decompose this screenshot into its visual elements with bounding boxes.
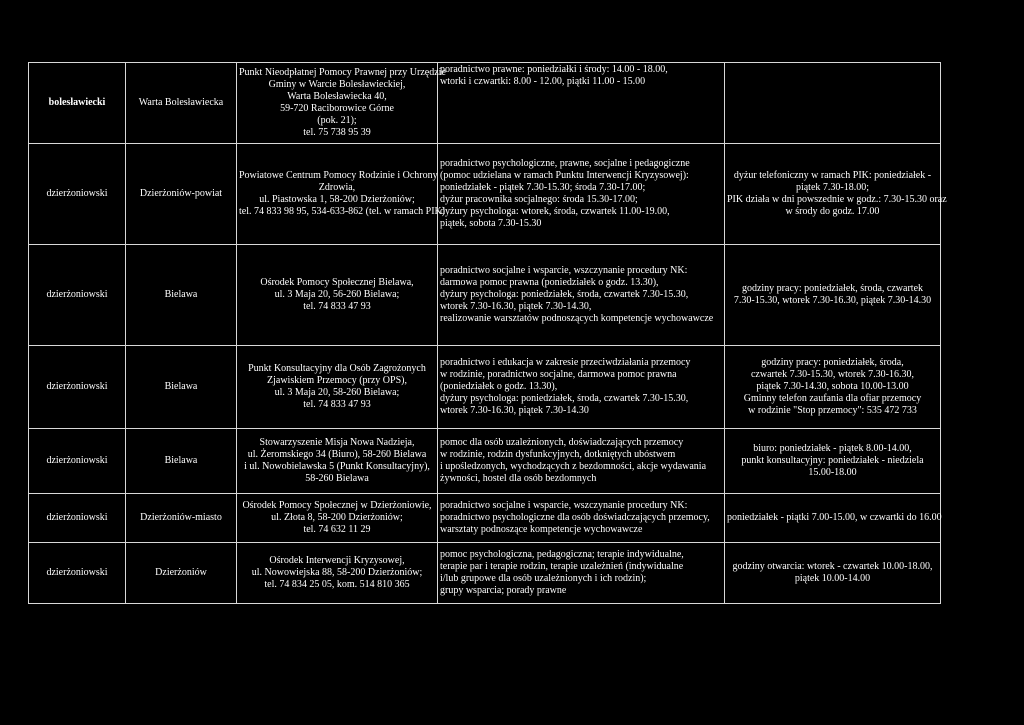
institution-line: tel. 74 833 47 93 (303, 301, 371, 312)
institution-line: tel. 74 833 47 93 (303, 399, 371, 410)
institution-line: tel. 74 833 98 95, 534-633-862 (tel. w ramach PIK) (239, 206, 446, 217)
hours-cell (725, 429, 941, 494)
institution-cell (237, 63, 446, 144)
table-row (29, 429, 941, 494)
institution-line: Powiatowe Centrum Pomocy Rodzinie i Ochrony (239, 170, 438, 181)
table-row (29, 346, 941, 429)
county-text: dzierżoniowski (46, 567, 108, 578)
town-cell (126, 144, 237, 245)
scope-line: w rodzinie, rodzin dysfunkcyjnych, dotkniętych ubóstwem (440, 449, 676, 460)
institution-line: ul. 3 Maja 20, 56-260 Bielawa; (274, 289, 400, 300)
hours-line: punkt konsultacyjny: poniedziałek - niedziela (741, 455, 924, 466)
hours-line: czwartek 7.30-15.30, wtorek 7.30-16.30, (750, 369, 914, 380)
town-text: Bielawa (164, 455, 198, 466)
institution-line: Punkt Nieodpłatnej Pomocy Prawnej przy Urzędzie (239, 67, 446, 78)
hours-cell (725, 346, 941, 429)
institution-line: Ośrodek Pomocy Społecznej Bielawa, (260, 277, 414, 288)
hours-line: dyżur telefoniczny w ramach PIK: poniedziałek - (733, 170, 932, 181)
hours-line: poniedziałek - piątki 7.00-15.00, w czwartki do 16.00 (727, 512, 942, 523)
county-cell (29, 429, 126, 494)
scope-line: piątek, sobota 7.30-15.30 (440, 218, 542, 229)
scope-cell (438, 63, 725, 144)
institution-line: Stowarzyszenie Misja Nowa Nadzieja, (259, 437, 415, 448)
scope-line: pomoc dla osób uzależnionych, doświadczających przemocy (440, 437, 684, 448)
institution-line: tel. 74 834 25 05, kom. 514 810 365 (264, 579, 410, 590)
institution-cell (237, 245, 438, 346)
institution-line: (pok. 21); (317, 115, 357, 126)
county-cell (29, 543, 126, 604)
county-text: bolesławiecki (48, 97, 106, 108)
hours-cell (725, 543, 941, 604)
scope-line: poradnictwo psychologiczne dla osób doświadczających przemocy, (440, 512, 710, 523)
county-text: dzierżoniowski (46, 512, 108, 523)
hours-line: 7.30-15.30, wtorek 7.30-16.30, piątek 7.30-14.30 (733, 295, 932, 306)
town-text: Dzierżoniów-powiat (139, 188, 223, 199)
scope-line: w rodzinie, poradnictwo socjalne, darmowa pomoc prawna (440, 369, 677, 380)
institution-cell (237, 494, 438, 543)
scope-cell (438, 245, 725, 346)
town-text: Warta Bolesławiecka (138, 97, 224, 108)
scope-cell (438, 144, 725, 245)
town-cell (126, 543, 237, 604)
town-cell (126, 63, 237, 144)
scope-line: (pomoc udzielana w ramach Punktu Interwencji Kryzysowej): (440, 170, 689, 181)
scope-line: realizowanie warsztatów podnoszących kompetencje wychowawcze (440, 313, 714, 324)
scope-line: (poniedziałek o godz. 13.30), (440, 381, 558, 392)
institution-cell (237, 543, 438, 604)
hours-line: piątek 10.00-14.00 (794, 573, 871, 584)
table-row (29, 63, 941, 144)
institution-line: ul. Nowowiejska 88, 58-200 Dzierżoniów; (251, 567, 423, 578)
institution-line: ul. Żeromskiego 34 (Biuro), 58-260 Bielawa (247, 449, 427, 460)
scope-line: dyżury psychologa: poniedziałek, środa, czwartek 7.30-15.30, (440, 393, 689, 404)
scope-line: pomoc psychologiczna, pedagogiczna; terapie indywidualne, (440, 549, 684, 560)
institution-line: Warta Bolesławiecka 40, (287, 91, 387, 102)
scope-cell (438, 494, 725, 543)
county-text: dzierżoniowski (46, 188, 108, 199)
scope-line: dyżury psychologa: poniedziałek, środa, czwartek 7.30-15.30, (440, 289, 689, 300)
hours-line: biuro: poniedziałek - piątek 8.00-14.00, (753, 443, 912, 454)
scope-line: i upośledzonych, wychodzących z bezdomności, akcje wydawania (440, 461, 707, 472)
table-row (29, 144, 941, 245)
scope-line: terapie par i terapie rodzin, terapie uzależnień (indywidualne (440, 561, 684, 572)
hours-cell (725, 144, 947, 245)
institution-line: tel. 74 632 11 29 (303, 524, 371, 535)
institution-line: 59-720 Raciborowice Górne (280, 103, 394, 114)
hours-cell (725, 63, 941, 144)
scope-line: poradnictwo socjalne i wsparcie, wszczynanie procedury NK: (440, 265, 688, 276)
town-cell (126, 346, 237, 429)
institution-line: Punkt Konsultacyjny dla Osób Zagrożonych (248, 363, 426, 374)
town-text: Dzierżoniów (155, 567, 207, 578)
county-cell (29, 63, 126, 144)
institution-cell (237, 429, 438, 494)
town-text: Bielawa (164, 381, 198, 392)
town-cell (126, 494, 237, 543)
county-text: dzierżoniowski (46, 289, 108, 300)
institution-line: Zdrowia, (318, 182, 356, 193)
scope-line: warsztaty podnoszące kompetencje wychowawcze (440, 524, 643, 535)
institution-cell (237, 144, 446, 245)
county-cell (29, 245, 126, 346)
county-cell (29, 346, 126, 429)
scope-line: poradnictwo psychologiczne, prawne, socjalne i pedagogiczne (440, 158, 690, 169)
hours-line: godziny otwarcia: wtorek - czwartek 10.00-18.00, (732, 561, 933, 572)
institution-line: 58-260 Bielawa (305, 473, 369, 484)
table-row (29, 543, 941, 604)
scope-cell (438, 346, 725, 429)
scope-line: poradnictwo socjalne i wsparcie, wszczynanie procedury NK: (440, 500, 688, 511)
table-row (29, 494, 941, 543)
institution-line: Ośrodek Interwencji Kryzysowej, (269, 555, 405, 566)
scope-line: dyżury psychologa: wtorek, środa, czwartek 11.00-19.00, (440, 206, 670, 217)
hours-line: PIK działa w dni powszednie w godz.: 7.30-15.30 oraz (727, 194, 947, 205)
institution-line: ul. Złota 8, 58-200 Dzierżoniów; (271, 512, 403, 523)
table-row (29, 245, 941, 346)
scope-line: grupy wsparcia; porady prawne (440, 585, 567, 596)
hours-line: 15.00-18.00 (808, 467, 857, 478)
institution-line: Ośrodek Pomocy Społecznej w Dzierżoniowie, (242, 500, 432, 511)
institution-line: Gminy w Warcie Bolesławieckiej, (268, 79, 406, 90)
hours-line: Gminny telefon zaufania dla ofiar przemocy (743, 393, 922, 404)
county-text: dzierżoniowski (46, 455, 108, 466)
hours-line: piątek 7.30-18.00; (795, 182, 870, 193)
scope-line: i/lub grupowe dla osób uzależnionych i ich rodzin); (440, 573, 647, 584)
scope-line: darmowa pomoc prawna (poniedziałek o godz. 13.30), (440, 277, 659, 288)
hours-line: w środy do godz. 17.00 (785, 206, 880, 217)
institution-cell (237, 346, 438, 429)
scope-line: dyżur pracownika socjalnego: środa 15.30-17.00; (440, 194, 638, 205)
town-text: Bielawa (164, 289, 198, 300)
county-cell (29, 144, 126, 245)
scope-line: wtorki i czwartki: 8.00 - 12.00, piątki 11.00 - 15.00 (440, 76, 646, 87)
hours-cell (725, 494, 941, 543)
scope-line: wtorek 7.30-16.30, piątek 7.30-14.30 (440, 405, 589, 416)
institution-line: Zjawiskiem Przemocy (przy OPS), (267, 375, 407, 386)
hours-line: godziny pracy: poniedziałek, środa, (761, 357, 904, 368)
county-cell (29, 494, 126, 543)
town-text: Dzierżoniów-miasto (140, 512, 222, 523)
hours-line: w rodzinie "Stop przemocy": 535 472 733 (748, 405, 917, 416)
scope-cell (438, 543, 725, 604)
scope-line: poniedziałek - piątek 7.30-15.30; środa 7.30-17.00; (440, 182, 646, 193)
town-cell (126, 429, 237, 494)
scope-line: poradnictwo prawne: poniedziałki i środy: 14.00 - 18.00, (440, 64, 668, 75)
hours-line: godziny pracy: poniedziałek, środa, czwartek (741, 283, 924, 294)
scope-line: wtorek 7.30-16.30, piątek 7.30-14.30, (440, 301, 592, 312)
hours-line: piątek 7.30-14.30, sobota 10.00-13.00 (756, 381, 909, 392)
county-text: dzierżoniowski (46, 381, 108, 392)
institution-line: tel. 75 738 95 39 (303, 127, 371, 138)
town-cell (126, 245, 237, 346)
institution-line: ul. Piastowska 1, 58-200 Dzierżoniów; (259, 194, 415, 205)
services-table (28, 62, 947, 604)
scope-cell (438, 429, 725, 494)
scope-line: żywności, hostel dla osób bezdomnych (440, 473, 597, 484)
institution-line: ul. 3 Maja 20, 58-260 Bielawa; (274, 387, 400, 398)
hours-cell (725, 245, 941, 346)
institution-line: i ul. Nowobielawska 5 (Punkt Konsultacyjny), (244, 461, 430, 472)
scope-line: poradnictwo i edukacja w zakresie przeciwdziałania przemocy (440, 357, 691, 368)
